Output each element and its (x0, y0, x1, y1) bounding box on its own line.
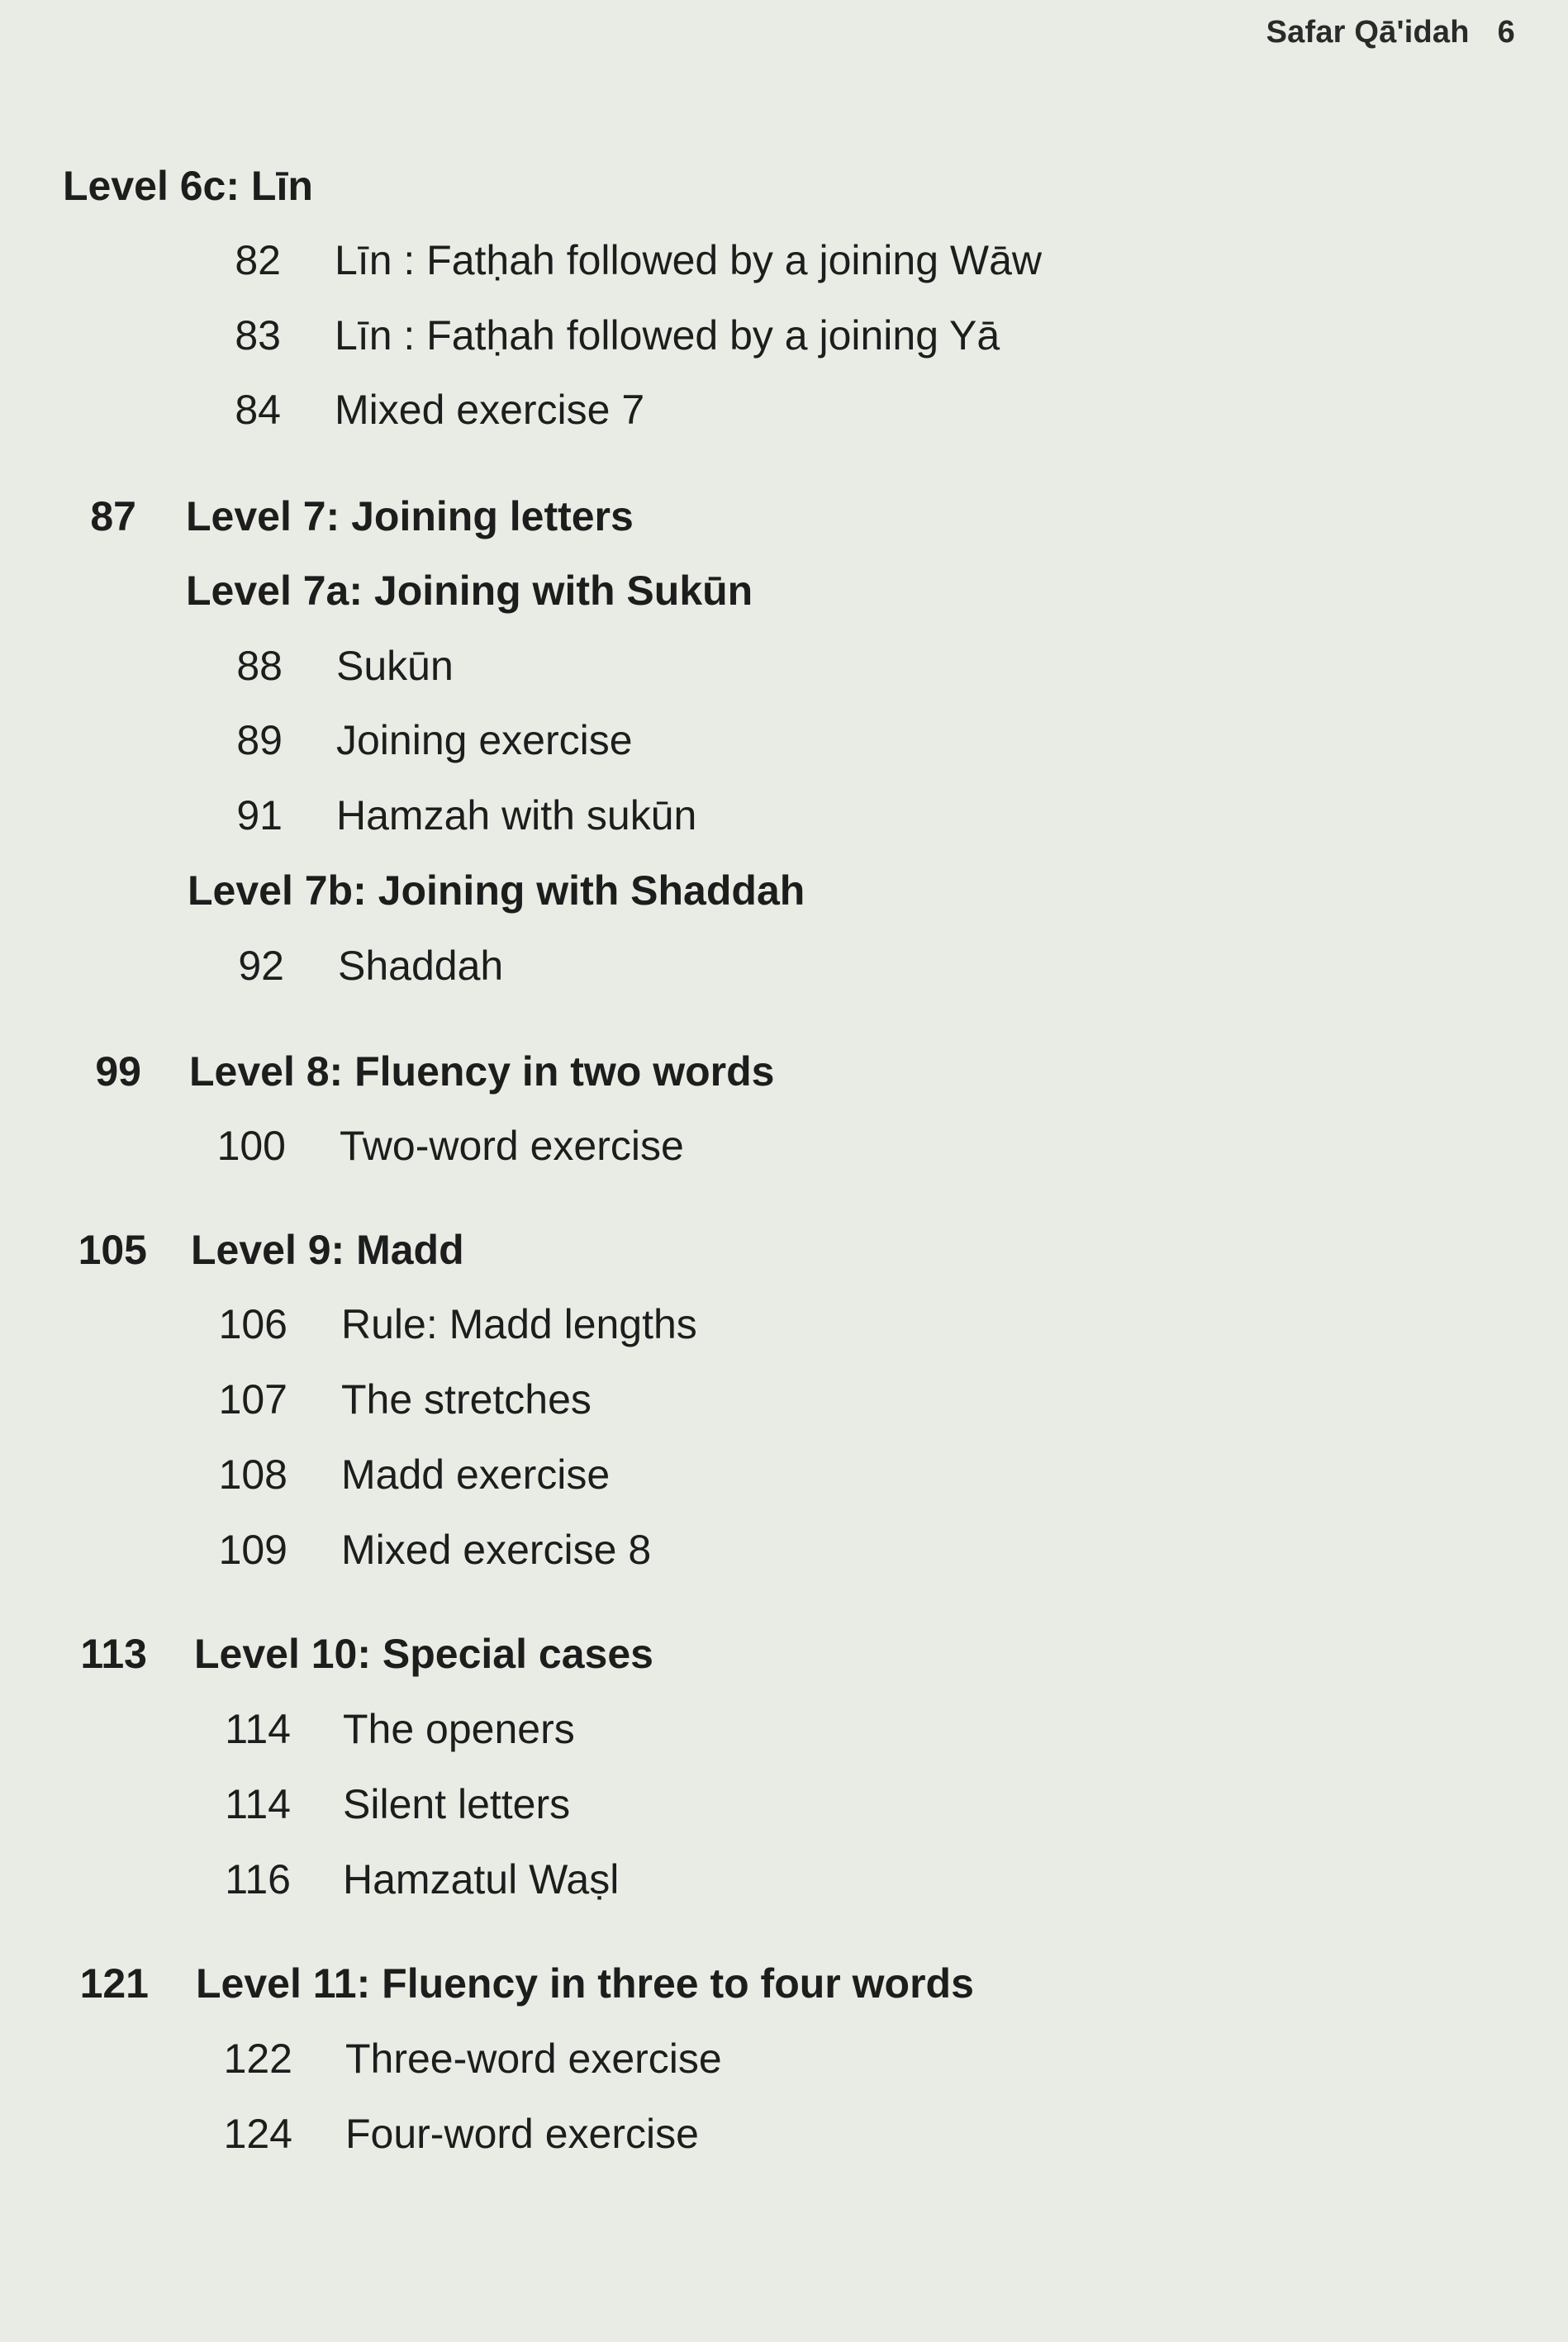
item-title: Joining exercise (336, 717, 633, 763)
sublevel-title: Level 7a: Joining with Sukūn (186, 568, 753, 614)
item-title: Hamzatul Waṣl (343, 1856, 620, 1903)
level-title: Level 10: Special cases (194, 1631, 653, 1677)
item-page: 83 (235, 312, 281, 359)
level-title: Level 7: Joining letters (186, 493, 634, 539)
level-page: 87 (90, 493, 136, 539)
item-page: 106 (218, 1301, 287, 1347)
level-page: 113 (80, 1631, 147, 1677)
page-number: 6 (1497, 15, 1515, 50)
book-title: Safar Qā'idah (1266, 15, 1470, 50)
item-title: Hamzah with sukūn (336, 792, 697, 838)
item-title: The openers (343, 1706, 575, 1752)
level-page: 105 (78, 1227, 147, 1273)
item-title: Līn : Fatḥah followed by a joining Yā (335, 312, 1000, 359)
item-page: 92 (238, 943, 284, 989)
item-page: 89 (236, 717, 283, 763)
running-header (1266, 15, 1515, 50)
item-title: Madd exercise (341, 1451, 611, 1498)
item-title: Sukūn (336, 643, 454, 689)
item-title: The stretches (341, 1376, 592, 1423)
item-title: Three-word exercise (345, 2036, 722, 2082)
level-title: Level 9: Madd (191, 1227, 464, 1273)
item-title: Silent letters (343, 1781, 571, 1827)
item-page: 109 (218, 1527, 287, 1573)
item-page: 88 (236, 643, 283, 689)
item-page: 116 (225, 1856, 291, 1903)
item-title: Four-word exercise (345, 2111, 699, 2157)
item-page: 114 (225, 1781, 291, 1827)
item-page: 114 (225, 1706, 291, 1752)
item-page: 91 (236, 792, 283, 838)
sublevel-title: Level 6c: Līn (63, 163, 313, 209)
level-page: 99 (95, 1048, 141, 1095)
item-title: Shaddah (338, 943, 504, 989)
item-page: 84 (235, 387, 281, 433)
item-title: Two-word exercise (340, 1123, 684, 1169)
item-title: Rule: Madd lengths (341, 1301, 697, 1347)
level-title: Level 8: Fluency in two words (189, 1048, 775, 1095)
item-page: 82 (235, 237, 281, 283)
level-title: Level 11: Fluency in three to four words (196, 1960, 974, 2007)
item-page: 122 (223, 2036, 292, 2082)
item-page: 100 (216, 1123, 286, 1169)
item-page: 108 (218, 1451, 287, 1498)
item-page: 124 (223, 2111, 292, 2157)
item-page: 107 (218, 1376, 287, 1423)
level-page: 121 (79, 1960, 149, 2007)
sublevel-title: Level 7b: Joining with Shaddah (188, 867, 805, 914)
item-title: Līn : Fatḥah followed by a joining Wāw (335, 237, 1043, 283)
item-title: Mixed exercise 8 (341, 1527, 652, 1573)
item-title: Mixed exercise 7 (335, 387, 645, 433)
